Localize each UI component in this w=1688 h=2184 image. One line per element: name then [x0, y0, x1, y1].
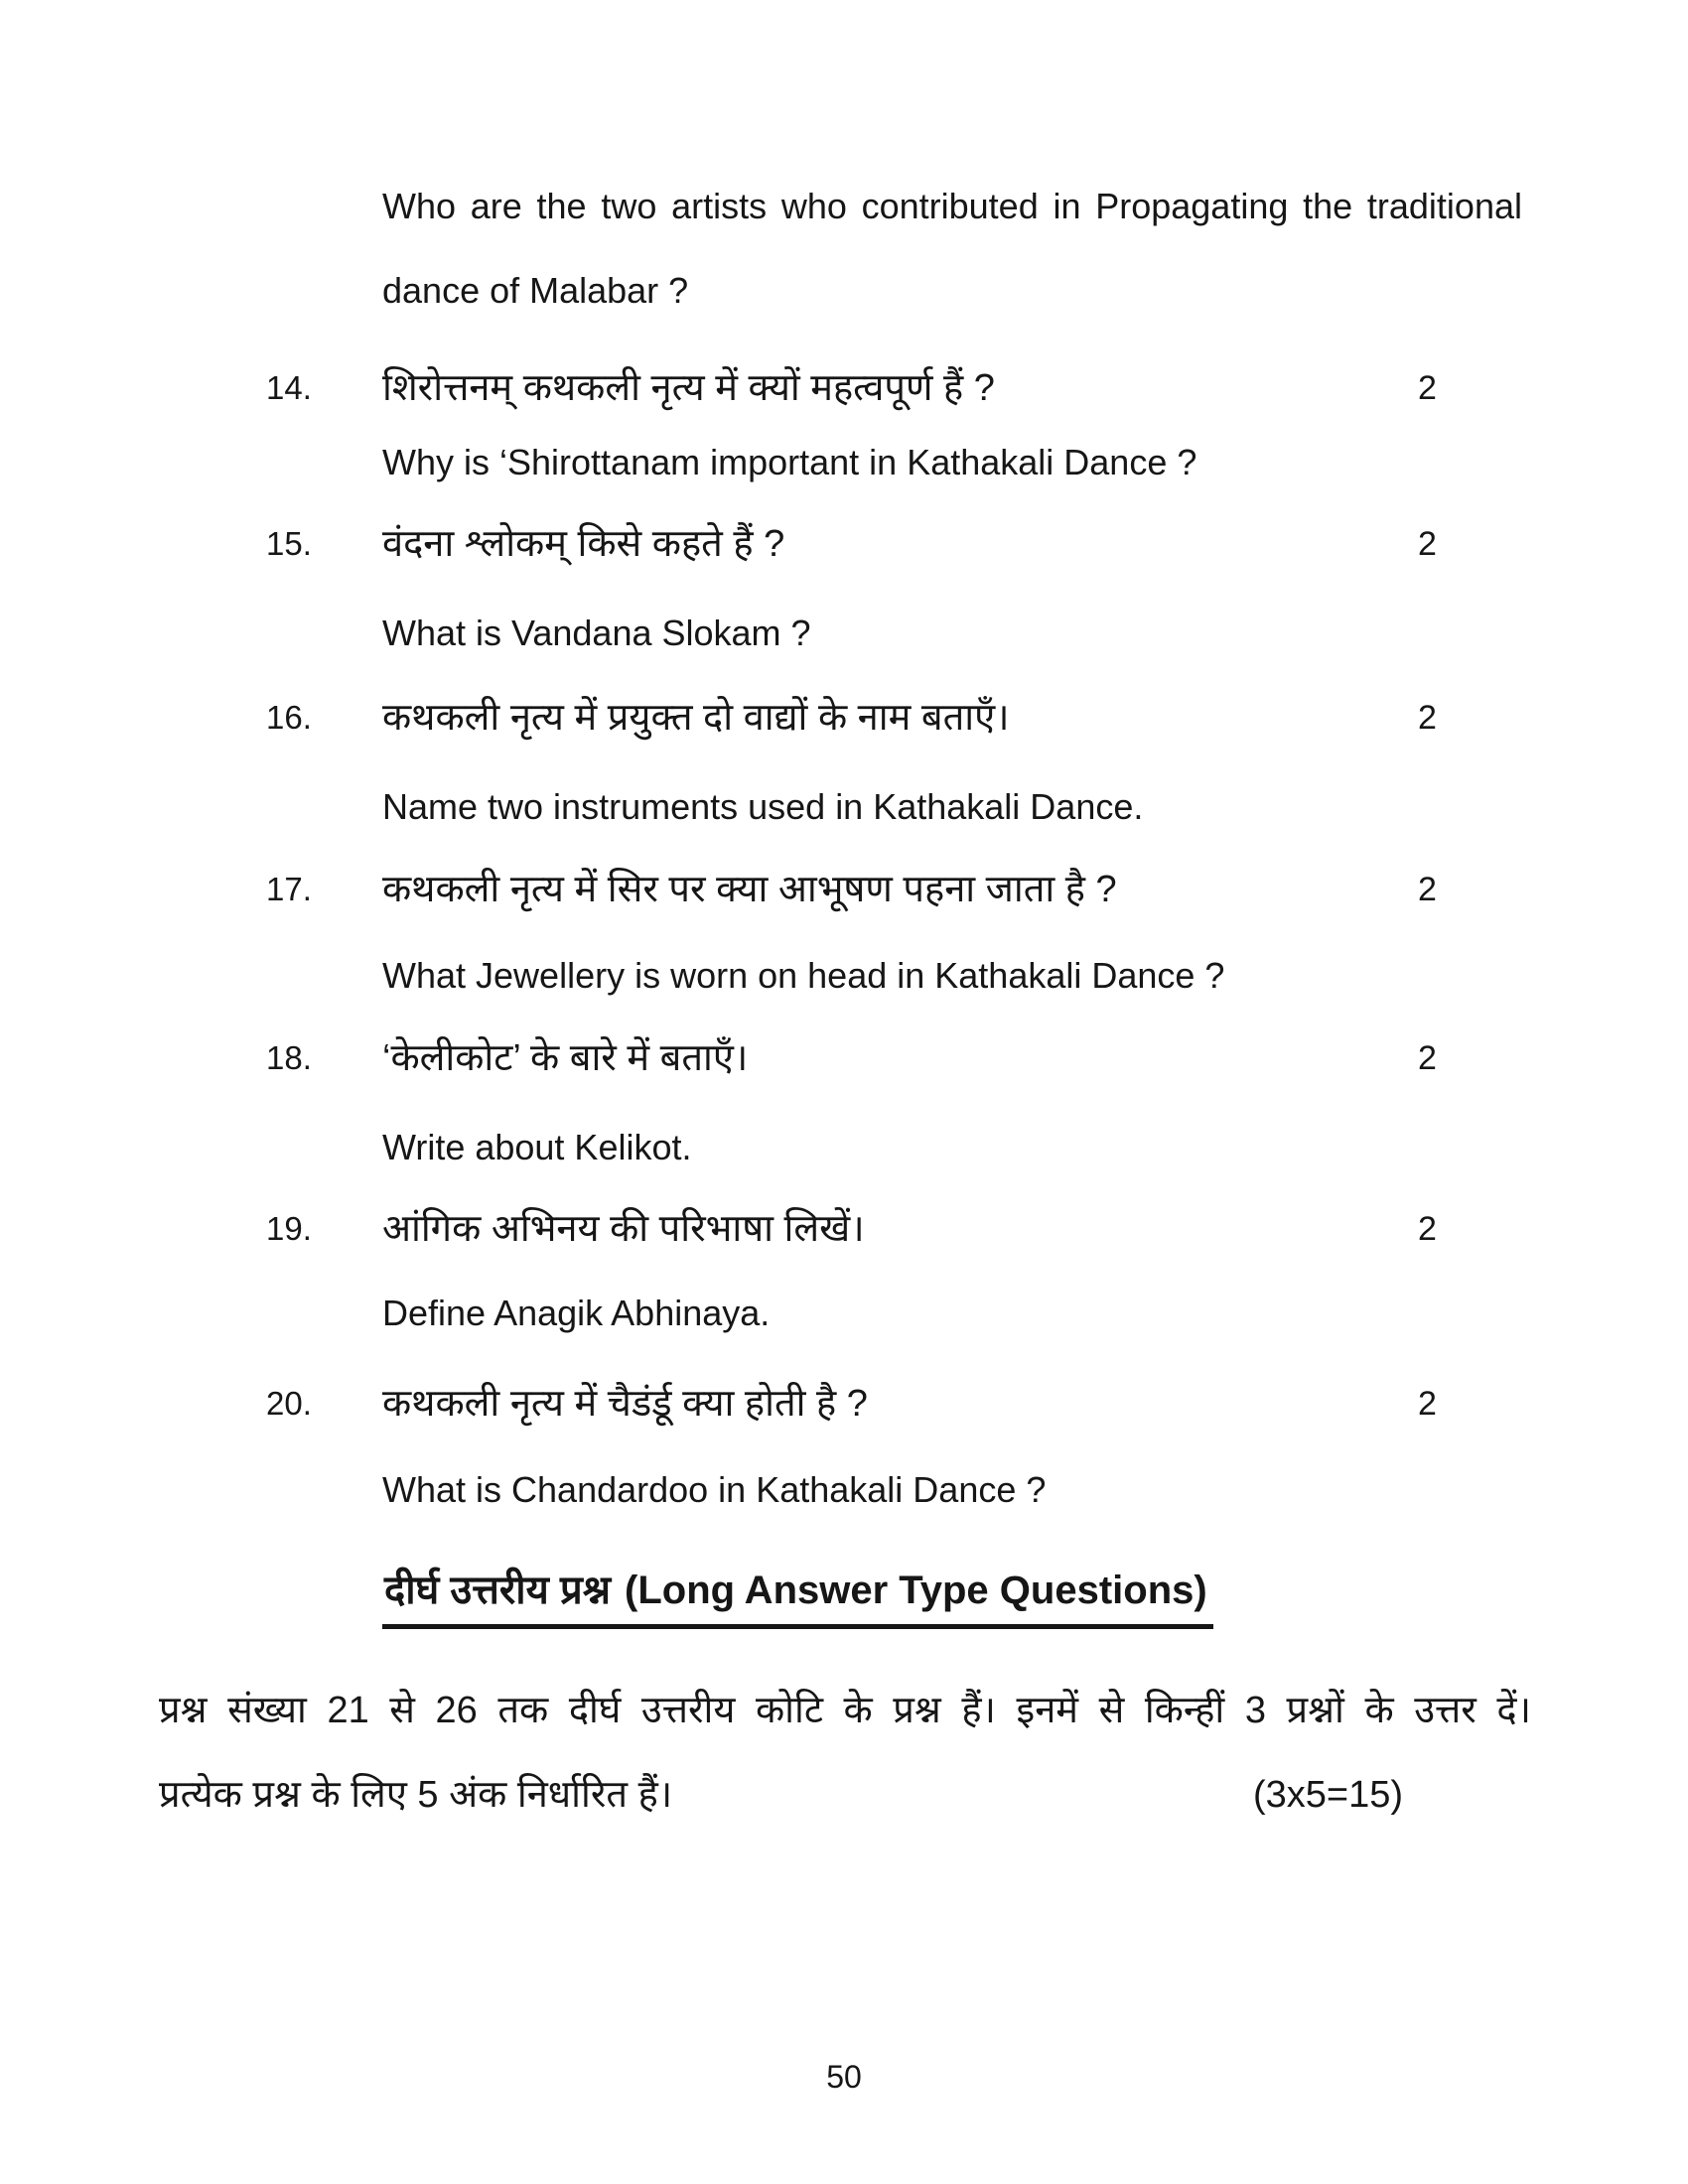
question-row-19: [0, 1203, 1688, 1255]
question-number: 16.: [266, 699, 312, 736]
continuation-english-line2: dance of Malabar ?: [382, 270, 689, 311]
question-number: 18.: [266, 1039, 312, 1076]
page-number: 50: [826, 2059, 862, 2095]
question-text-english: Why is ‘Shirottanam important in Kathakali Dance ?: [382, 442, 1197, 482]
section-heading: [382, 1567, 1213, 1629]
instruction-line2: प्रत्येक प्रश्न के लिए 5 अंक निर्धारित हैं।: [159, 1774, 673, 1816]
question-marks: 2: [1418, 1385, 1437, 1423]
question-text-hindi: आंगिक अभिनय की परिभाषा लिखें।: [382, 1208, 865, 1250]
question-text-english: What Jewellery is worn on head in Kathakali Dance ?: [382, 955, 1225, 996]
instruction-line1: प्रश्न संख्या 21 से 26 तक दीर्घ उत्तरीय कोटि के प्रश्न हैं। इनमें से किन्हीं 3 प्रश्नों के उत्तर दें।: [159, 1690, 1531, 1731]
question-marks: 2: [1418, 699, 1437, 737]
question-english-row-20: [0, 1464, 1688, 1516]
question-text-hindi: कथकली नृत्य में प्रयुक्त दो वाद्यों के नाम बताएँ।: [382, 697, 1010, 739]
question-text-english: What is Vandana Slokam ?: [382, 613, 811, 653]
question-marks: 2: [1418, 525, 1437, 563]
question-english-row-16: [0, 781, 1688, 833]
question-text-english: Define Anagik Abhinaya.: [382, 1293, 771, 1333]
question-number: 19.: [266, 1210, 312, 1247]
question-text-hindi: कथकली नृत्य में चैडंर्डू क्या होती है ?: [382, 1383, 868, 1425]
question-text-hindi: कथकली नृत्य में सिर पर क्या आभूषण पहना जाता है ?: [382, 869, 1117, 910]
question-english-row-19: [0, 1288, 1688, 1339]
question-text-hindi: ‘केलीकोट’ के बारे में बताएँ।: [382, 1037, 749, 1079]
question-text-english: Write about Kelikot.: [382, 1127, 692, 1167]
continuation-english-line1: Who are the two artists who contributed in Propagating the traditional: [382, 186, 1522, 226]
question-text-hindi: शिरोत्तनम् कथकली नृत्य में क्यों महत्वपूर्ण हैं ?: [382, 367, 995, 409]
question-text-english: Name two instruments used in Kathakali Dance.: [382, 786, 1144, 827]
question-english-row-14: [0, 437, 1688, 488]
question-marks: 2: [1418, 871, 1437, 908]
section-heading-hindi: दीर्घ उत्तरीय प्रश्न: [384, 1569, 611, 1612]
question-text-hindi: वंदना श्लोकम् किसे कहते हैं ?: [382, 523, 785, 565]
question-number: 15.: [266, 525, 312, 562]
marks-formula: (3x5=15): [1253, 1774, 1404, 1816]
question-row-20: [0, 1378, 1688, 1430]
question-text-english: What is Chandardoo in Kathakali Dance ?: [382, 1469, 1047, 1510]
question-row-16: [0, 692, 1688, 744]
question-number: 14.: [266, 369, 312, 406]
question-number: 17.: [266, 871, 312, 907]
question-marks: 2: [1418, 1210, 1437, 1248]
question-marks: 2: [1418, 369, 1437, 407]
question-english-row-15: [0, 608, 1688, 659]
section-heading-english: (Long Answer Type Questions): [625, 1569, 1207, 1612]
question-english-row-17: [0, 950, 1688, 1002]
question-row-14: [0, 362, 1688, 414]
question-row-18: [0, 1032, 1688, 1084]
question-marks: 2: [1418, 1039, 1437, 1077]
question-row-15: [0, 518, 1688, 570]
question-number: 20.: [266, 1385, 312, 1422]
question-english-row-18: [0, 1122, 1688, 1173]
question-row-17: [0, 864, 1688, 915]
